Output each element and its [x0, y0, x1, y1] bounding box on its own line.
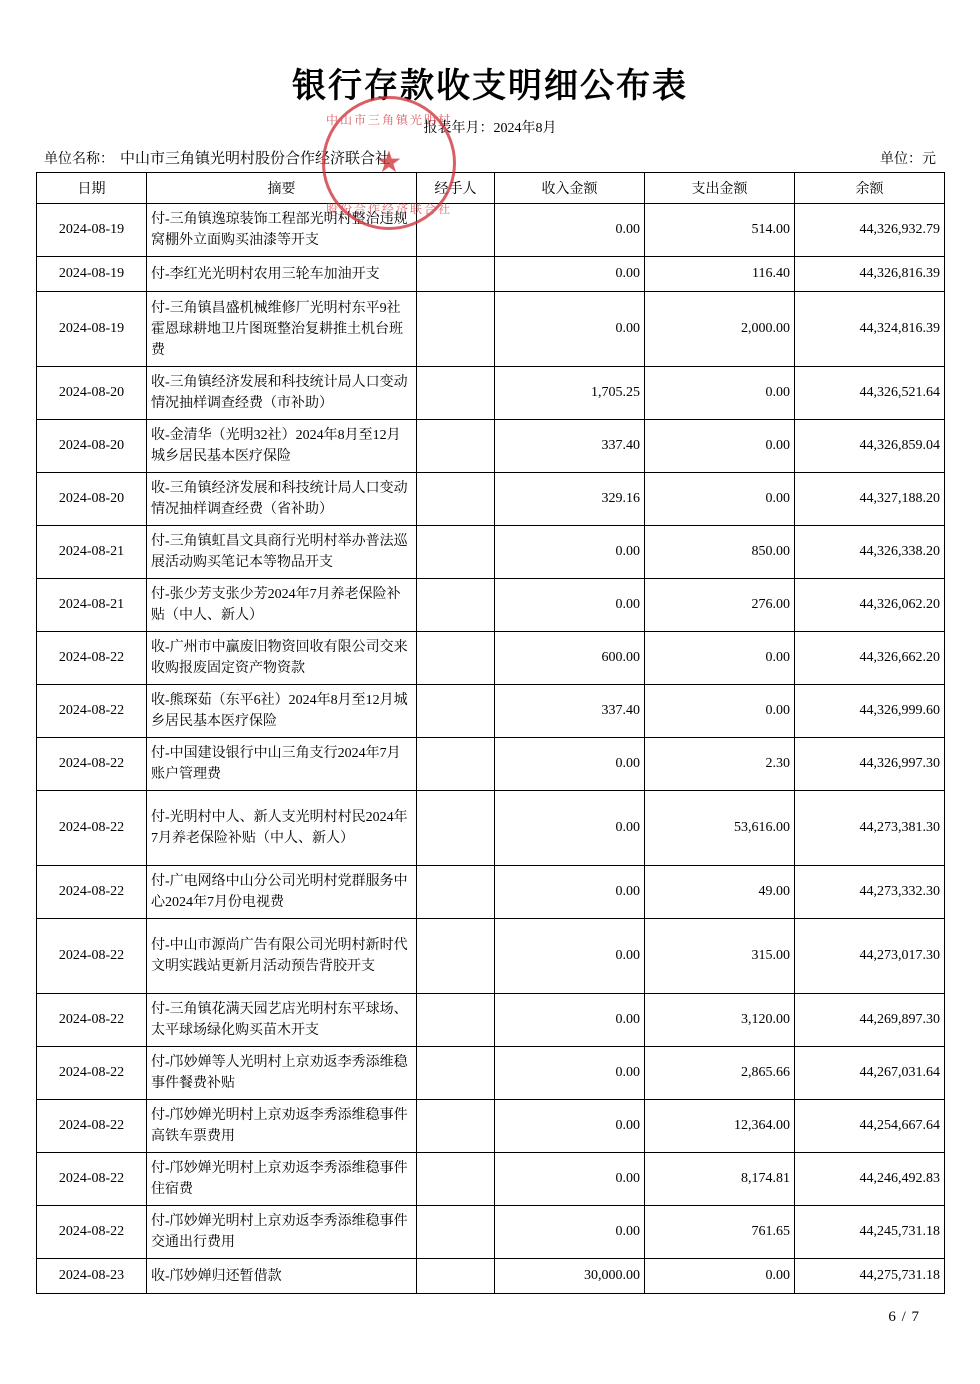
- cell-handler: [417, 473, 495, 526]
- cell-expense: 276.00: [645, 579, 795, 632]
- cell-income: 0.00: [495, 1206, 645, 1259]
- seal-star-icon: ★: [375, 146, 403, 179]
- cell-income: 337.40: [495, 685, 645, 738]
- table-row: [37, 526, 945, 579]
- cell-income: 30,000.00: [495, 1259, 645, 1294]
- cell-balance: 44,326,932.79: [795, 204, 945, 257]
- table-row: [37, 685, 945, 738]
- cell-description: 付-邝妙婵光明村上京劝返李秀添维稳事件住宿费: [147, 1153, 417, 1206]
- cell-balance: 44,254,667.64: [795, 1100, 945, 1153]
- table-row: [37, 1259, 945, 1294]
- cell-description: 付-广电网络中山分公司光明村党群服务中心2024年7月份电视费: [147, 866, 417, 919]
- cell-date: 2024-08-22: [37, 791, 147, 866]
- page-number: 6 / 7: [888, 1309, 920, 1325]
- cell-balance: 44,275,731.18: [795, 1259, 945, 1294]
- cell-handler: [417, 632, 495, 685]
- cell-handler: [417, 204, 495, 257]
- cell-income: 600.00: [495, 632, 645, 685]
- cell-handler: [417, 866, 495, 919]
- cell-balance: 44,245,731.18: [795, 1206, 945, 1259]
- cell-date: 2024-08-22: [37, 1153, 147, 1206]
- table-row: [37, 994, 945, 1047]
- cell-expense: 761.65: [645, 1206, 795, 1259]
- cell-income: 337.40: [495, 420, 645, 473]
- cell-date: 2024-08-21: [37, 579, 147, 632]
- cell-date: 2024-08-20: [37, 367, 147, 420]
- cell-balance: 44,326,816.39: [795, 257, 945, 292]
- cell-handler: [417, 791, 495, 866]
- cell-date: 2024-08-20: [37, 473, 147, 526]
- cell-handler: [417, 994, 495, 1047]
- cell-expense: 0.00: [645, 1259, 795, 1294]
- table-row: [37, 866, 945, 919]
- cell-date: 2024-08-23: [37, 1259, 147, 1294]
- cell-date: 2024-08-19: [37, 204, 147, 257]
- seal-bottom-text: 股份合作经济联合社: [325, 202, 452, 216]
- cell-description: 付-邝妙婵等人光明村上京劝返李秀添维稳事件餐费补贴: [147, 1047, 417, 1100]
- page-title: 银行存款收支明细公布表: [292, 68, 688, 105]
- table-row: [37, 791, 945, 866]
- cell-handler: [417, 292, 495, 367]
- cell-date: 2024-08-19: [37, 292, 147, 367]
- table-row: [37, 367, 945, 420]
- cell-income: 0.00: [495, 866, 645, 919]
- currency-label: 单位：元: [880, 152, 936, 167]
- cell-balance: 44,326,062.20: [795, 579, 945, 632]
- cell-balance: 44,327,188.20: [795, 473, 945, 526]
- cell-expense: 12,364.00: [645, 1100, 795, 1153]
- cell-description: 付-中国建设银行中山三角支行2024年7月账户管理费: [147, 738, 417, 791]
- cell-description: 收-广州市中赢废旧物资回收有限公司交来收购报废固定资产物资款: [147, 632, 417, 685]
- cell-balance: 44,273,017.30: [795, 919, 945, 994]
- cell-handler: [417, 738, 495, 791]
- cell-balance: 44,269,897.30: [795, 994, 945, 1047]
- cell-date: 2024-08-22: [37, 1047, 147, 1100]
- ledger-body: [37, 204, 945, 1294]
- column-header-balance: 余额: [795, 173, 945, 204]
- cell-date: 2024-08-22: [37, 919, 147, 994]
- cell-expense: 2,000.00: [645, 292, 795, 367]
- cell-description: 收-金清华（光明32社）2024年8月至12月城乡居民基本医疗保险: [147, 420, 417, 473]
- cell-description: 付-三角镇花满天园艺店光明村东平球场、太平球场绿化购买苗木开支: [147, 994, 417, 1047]
- cell-description: 收-邝妙婵归还暂借款: [147, 1259, 417, 1294]
- cell-handler: [417, 685, 495, 738]
- table-row: [37, 473, 945, 526]
- cell-description: 收-三角镇经济发展和科技统计局人口变动情况抽样调查经费（市补助）: [147, 367, 417, 420]
- cell-balance: 44,324,816.39: [795, 292, 945, 367]
- cell-expense: 3,120.00: [645, 994, 795, 1047]
- cell-description: 付-邝妙婵光明村上京劝返李秀添维稳事件交通出行费用: [147, 1206, 417, 1259]
- cell-date: 2024-08-22: [37, 994, 147, 1047]
- cell-income: 1,705.25: [495, 367, 645, 420]
- table-row: [37, 1153, 945, 1206]
- cell-expense: 0.00: [645, 367, 795, 420]
- cell-expense: 2.30: [645, 738, 795, 791]
- cell-expense: 0.00: [645, 473, 795, 526]
- cell-date: 2024-08-19: [37, 257, 147, 292]
- ledger-table: [36, 172, 945, 1294]
- cell-handler: [417, 919, 495, 994]
- cell-date: 2024-08-20: [37, 420, 147, 473]
- cell-income: 0.00: [495, 292, 645, 367]
- table-row: [37, 420, 945, 473]
- table-row: [37, 1100, 945, 1153]
- cell-income: 0.00: [495, 1047, 645, 1100]
- cell-handler: [417, 420, 495, 473]
- table-row: [37, 738, 945, 791]
- cell-expense: 850.00: [645, 526, 795, 579]
- cell-income: 0.00: [495, 994, 645, 1047]
- cell-handler: [417, 1100, 495, 1153]
- cell-expense: 8,174.81: [645, 1153, 795, 1206]
- cell-description: 付-中山市源尚广告有限公司光明村新时代文明实践站更新月活动预告背胶开支: [147, 919, 417, 994]
- table-row: [37, 1206, 945, 1259]
- column-header-date: 日期: [37, 173, 147, 204]
- column-header-description: 摘要: [147, 173, 417, 204]
- cell-income: 0.00: [495, 1153, 645, 1206]
- cell-expense: 49.00: [645, 866, 795, 919]
- cell-description: 收-熊琛茹（东平6社）2024年8月至12月城乡居民基本医疗保险: [147, 685, 417, 738]
- cell-expense: 315.00: [645, 919, 795, 994]
- cell-description: 收-三角镇经济发展和科技统计局人口变动情况抽样调查经费（省补助）: [147, 473, 417, 526]
- cell-date: 2024-08-22: [37, 866, 147, 919]
- cell-balance: 44,326,338.20: [795, 526, 945, 579]
- cell-description: 付-李红光光明村农用三轮车加油开支: [147, 257, 417, 292]
- cell-handler: [417, 1047, 495, 1100]
- cell-handler: [417, 1206, 495, 1259]
- table-row: [37, 632, 945, 685]
- table-row: [37, 257, 945, 292]
- seal-top-text: 中山市三角镇光明村: [325, 113, 452, 127]
- cell-date: 2024-08-21: [37, 526, 147, 579]
- table-row: [37, 1047, 945, 1100]
- cell-expense: 53,616.00: [645, 791, 795, 866]
- cell-date: 2024-08-22: [37, 1206, 147, 1259]
- cell-expense: 2,865.66: [645, 1047, 795, 1100]
- column-header-handler: 经手人: [417, 173, 495, 204]
- cell-handler: [417, 367, 495, 420]
- cell-balance: 44,326,662.20: [795, 632, 945, 685]
- cell-income: 0.00: [495, 738, 645, 791]
- cell-expense: 0.00: [645, 685, 795, 738]
- cell-expense: 116.40: [645, 257, 795, 292]
- column-header-income: 收入金额: [495, 173, 645, 204]
- cell-handler: [417, 1153, 495, 1206]
- table-header-row: [37, 173, 945, 204]
- table-row: [37, 204, 945, 257]
- cell-description: 付-张少芳支张少芳2024年7月养老保险补贴（中人、新人）: [147, 579, 417, 632]
- cell-balance: 44,326,999.60: [795, 685, 945, 738]
- cell-description: 付-光明村中人、新人支光明村村民2024年7月养老保险补贴（中人、新人）: [147, 791, 417, 866]
- cell-expense: 514.00: [645, 204, 795, 257]
- table-row: [37, 919, 945, 994]
- cell-expense: 0.00: [645, 632, 795, 685]
- cell-income: 0.00: [495, 579, 645, 632]
- cell-expense: 0.00: [645, 420, 795, 473]
- cell-balance: 44,326,997.30: [795, 738, 945, 791]
- cell-description: 付-三角镇虹昌文具商行光明村举办普法巡展活动购买笔记本等物品开支: [147, 526, 417, 579]
- cell-balance: 44,273,381.30: [795, 791, 945, 866]
- cell-balance: 44,326,521.64: [795, 367, 945, 420]
- cell-handler: [417, 1259, 495, 1294]
- unit-label: 单位名称：: [44, 152, 114, 167]
- cell-description: 付-三角镇逸琼装饰工程部光明村整治违规窝棚外立面购买油漆等开支: [147, 204, 417, 257]
- meta-row: [44, 147, 936, 168]
- report-period: 报表年月：2024年8月: [423, 121, 557, 136]
- unit-name: 中山市三角镇光明村股份合作经济联合社: [120, 151, 391, 167]
- cell-date: 2024-08-22: [37, 685, 147, 738]
- table-row: [37, 292, 945, 367]
- cell-income: 0.00: [495, 526, 645, 579]
- cell-income: 0.00: [495, 257, 645, 292]
- cell-handler: [417, 579, 495, 632]
- cell-date: 2024-08-22: [37, 632, 147, 685]
- unit-info: [44, 147, 390, 168]
- cell-income: 0.00: [495, 791, 645, 866]
- cell-date: 2024-08-22: [37, 738, 147, 791]
- cell-balance: 44,326,859.04: [795, 420, 945, 473]
- cell-income: 0.00: [495, 1100, 645, 1153]
- cell-balance: 44,267,031.64: [795, 1047, 945, 1100]
- column-header-expense: 支出金额: [645, 173, 795, 204]
- cell-date: 2024-08-22: [37, 1100, 147, 1153]
- cell-description: 付-三角镇昌盛机械维修厂光明村东平9社霍恩球耕地卫片图斑整治复耕推土机台班费: [147, 292, 417, 367]
- cell-handler: [417, 257, 495, 292]
- cell-income: 329.16: [495, 473, 645, 526]
- cell-balance: 44,273,332.30: [795, 866, 945, 919]
- table-row: [37, 579, 945, 632]
- cell-handler: [417, 526, 495, 579]
- cell-description: 付-邝妙婵光明村上京劝返李秀添维稳事件高铁车票费用: [147, 1100, 417, 1153]
- cell-income: 0.00: [495, 204, 645, 257]
- cell-balance: 44,246,492.83: [795, 1153, 945, 1206]
- cell-income: 0.00: [495, 919, 645, 994]
